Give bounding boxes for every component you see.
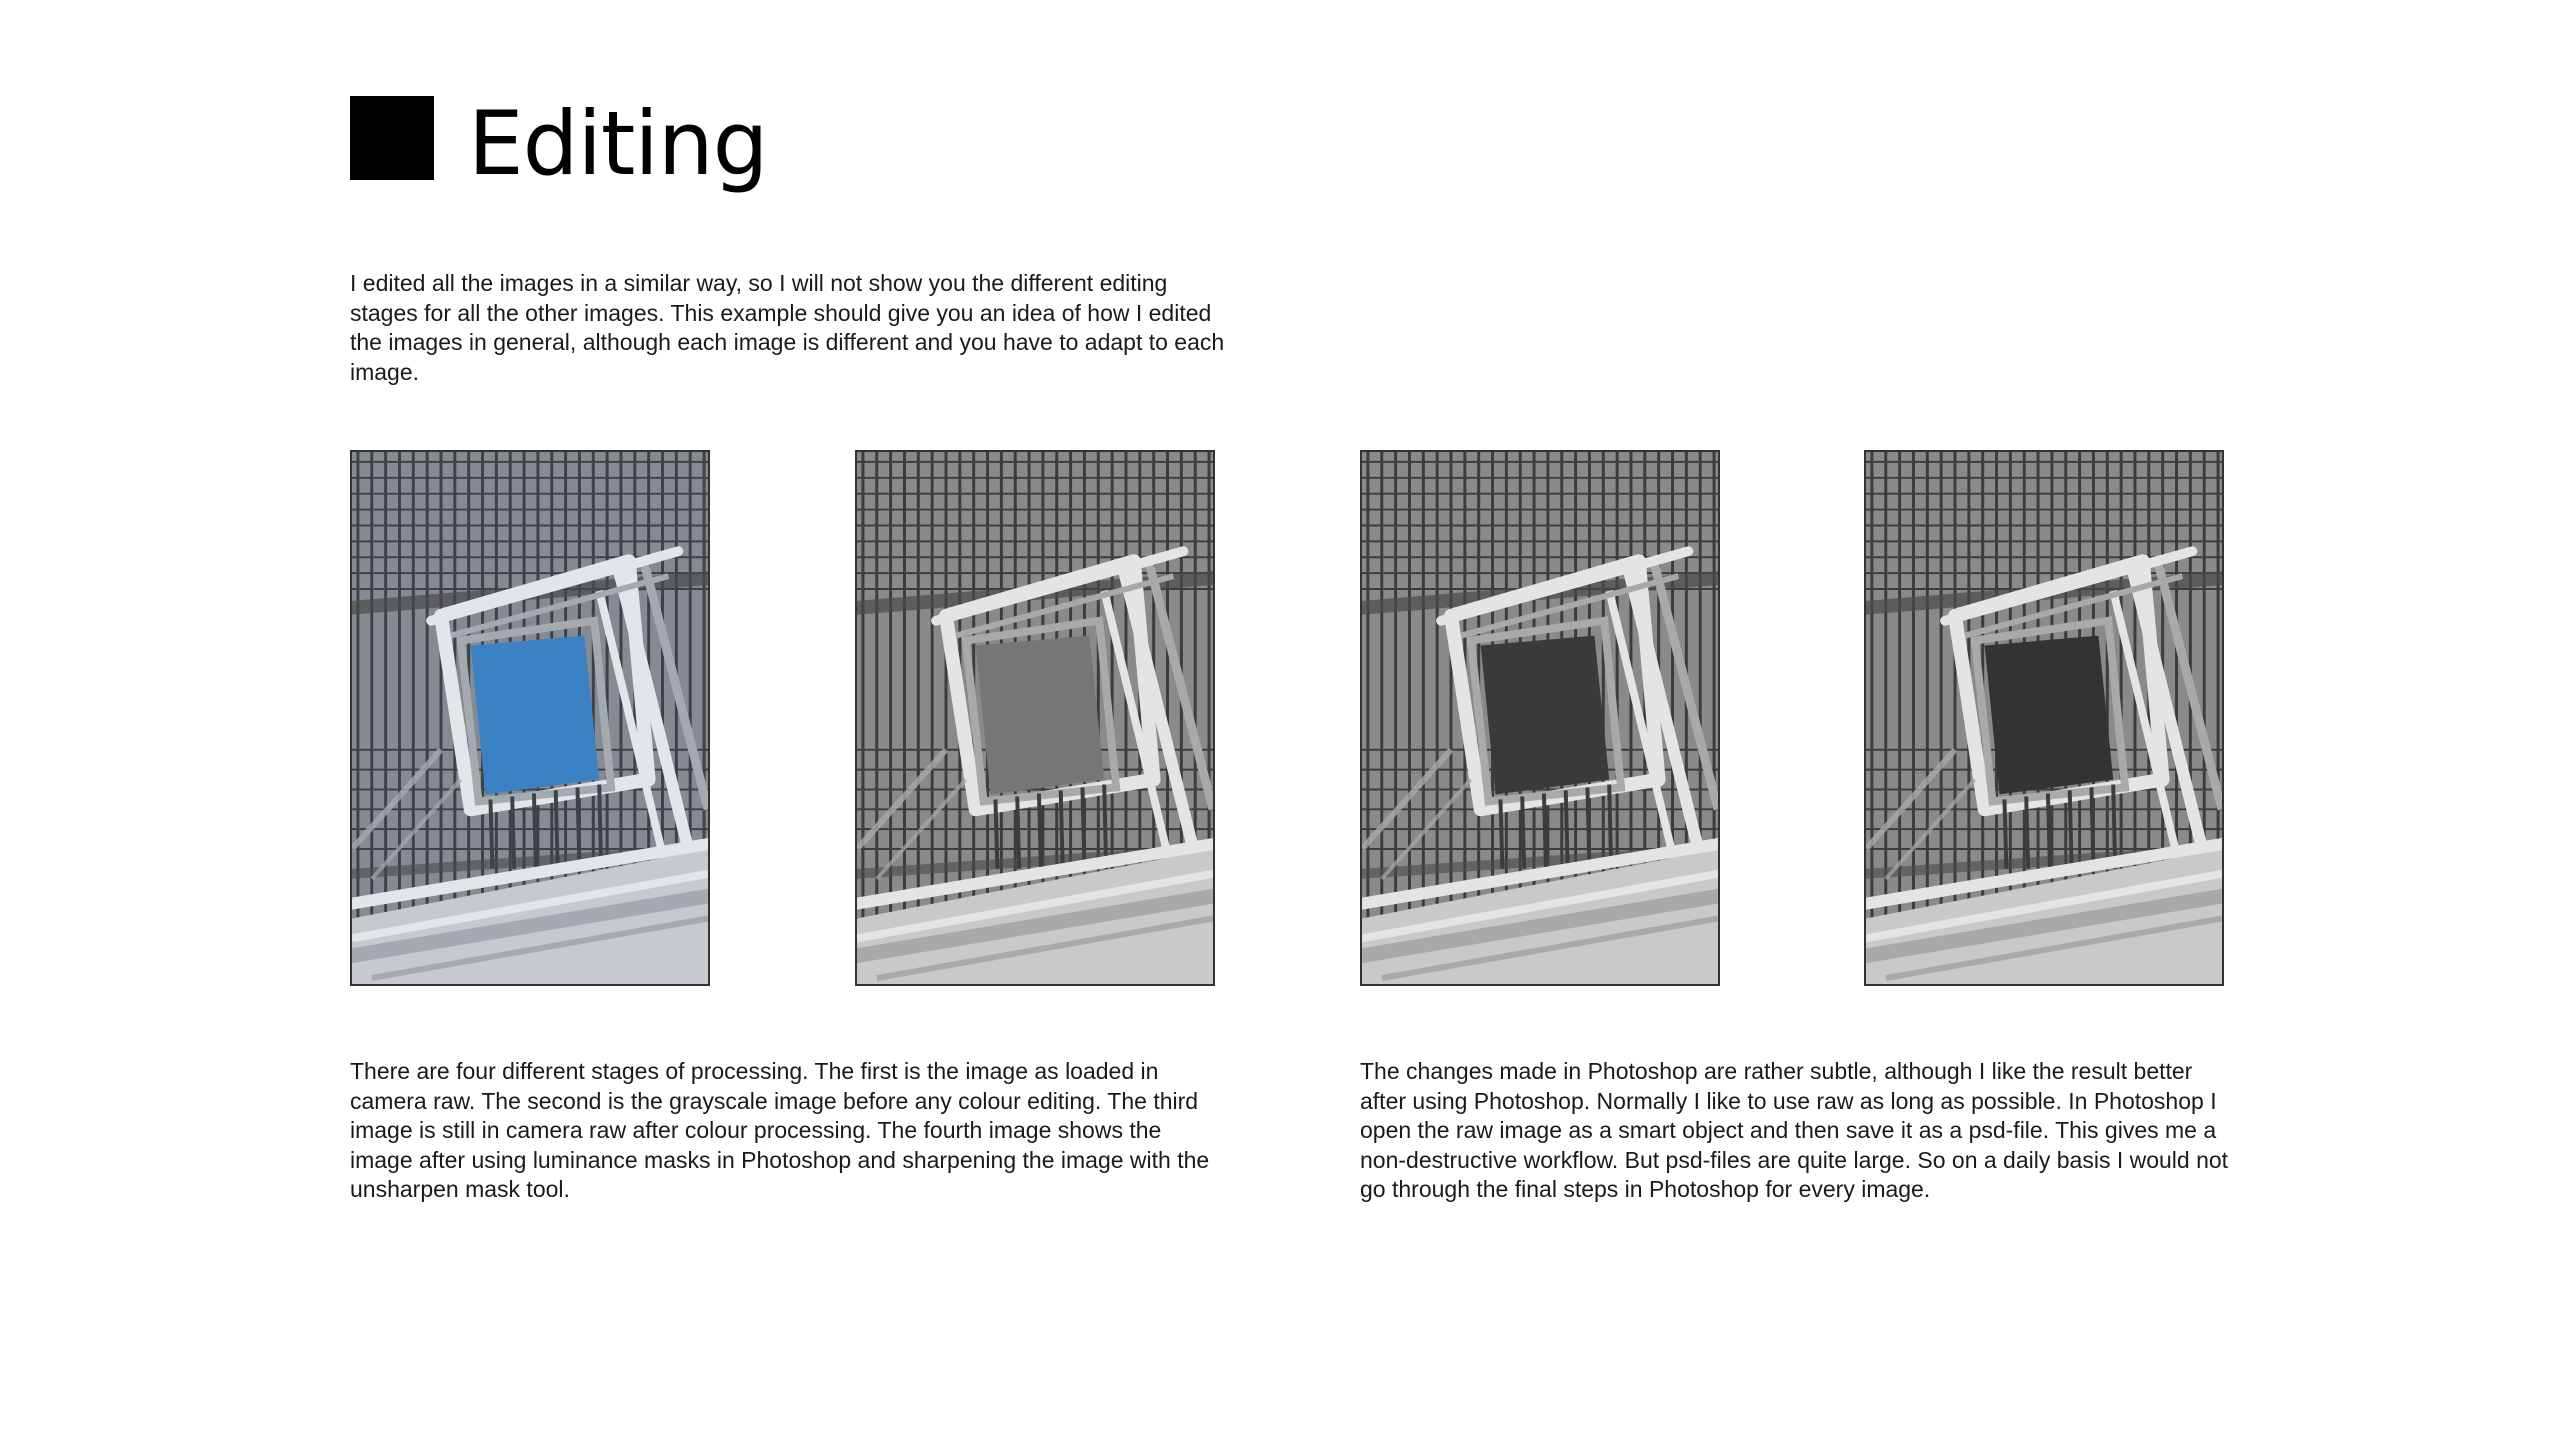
page-title: Editing bbox=[468, 92, 768, 195]
stairwell-photo-graphic bbox=[857, 452, 1213, 984]
stages-description: There are four different stages of processing. The first is the image as loaded in camera raw. The second is the grayscale image before any colour editing. The third image is still in camera raw after colour processing. The fourth image shows the image after using luminance masks in Photoshop and sharpening the image with the unsharpen mask tool. bbox=[350, 1058, 1210, 1202]
photoshop-description: The changes made in Photoshop are rather subtle, although I like the result better after using Photoshop. Normally I like to use raw as long as possible. In Photoshop I open the raw image as a smart object and then save it as a psd-file. This gives me a non-destructive workflow. But psd-files are quite large. So on a daily basis I would not go through the final steps in Photoshop for every image. bbox=[1360, 1058, 2229, 1202]
stage-2-grayscale-photo bbox=[855, 450, 1215, 986]
title-square-icon bbox=[350, 96, 434, 180]
stairwell-photo-graphic bbox=[352, 452, 708, 984]
stairwell-photo-graphic bbox=[1866, 452, 2222, 984]
stage-3-colour-processed-photo bbox=[1360, 450, 1720, 986]
stairwell-photo-graphic bbox=[1362, 452, 1718, 984]
stage-4-photoshop-photo bbox=[1864, 450, 2224, 986]
intro-paragraph: I edited all the images in a similar way, so I will not show you the different editing stages for all the other images. This example should give you an idea of how I edited the images in general, although each image is different and you have to adapt to each image. bbox=[350, 270, 1225, 385]
stage-1-camera-raw-photo bbox=[350, 450, 710, 986]
